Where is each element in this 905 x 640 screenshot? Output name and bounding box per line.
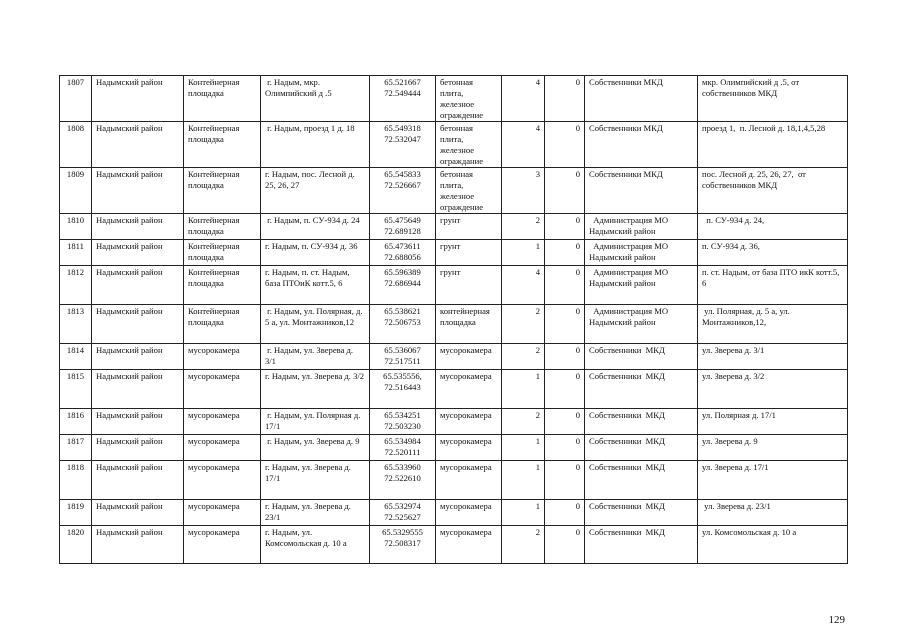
container-count-cell: 4 <box>502 122 545 168</box>
row-number: 1816 <box>60 409 92 435</box>
site-type-cell: мусорокамера <box>184 526 261 564</box>
address-cell: г. Надым, пос. Лесной д. 25, 26, 27 <box>261 168 370 214</box>
served-objects-cell: ул. Полярная, д. 5 а, ул. Монтажников,12, <box>698 305 848 344</box>
served-objects-cell: пос. Лесной д. 25, 26, 27, от собственников МКД <box>698 168 848 214</box>
address-cell: г. Надым, ул. Зверева д. 17/1 <box>261 461 370 500</box>
surface-cell: мусорокамера <box>436 344 502 370</box>
table-row <box>60 409 848 435</box>
site-type-cell: Контейнерная площадка <box>184 214 261 240</box>
served-objects-cell: проезд 1, п. Лесной д. 18,1,4,5,28 <box>698 122 848 168</box>
container-count-cell: 1 <box>502 500 545 526</box>
address-cell: г. Надым, п. СУ-934 д. 24 <box>261 214 370 240</box>
owner-cell: Собственники МКД <box>585 76 698 122</box>
district-cell: Надымский район <box>92 370 184 409</box>
row-number: 1815 <box>60 370 92 409</box>
coordinates-cell: 65.596389 72.686944 <box>370 266 436 305</box>
count-cell: 0 <box>545 305 585 344</box>
surface-cell: мусорокамера <box>436 500 502 526</box>
district-cell: Надымский район <box>92 500 184 526</box>
table-row <box>60 240 848 266</box>
row-number: 1814 <box>60 344 92 370</box>
surface-cell: мусорокамера <box>436 461 502 500</box>
row-number: 1808 <box>60 122 92 168</box>
count-cell: 0 <box>545 214 585 240</box>
coordinates-cell: 65.549318 72.532047 <box>370 122 436 168</box>
owner-cell: Собственники МКД <box>585 526 698 564</box>
district-cell: Надымский район <box>92 266 184 305</box>
table-row <box>60 526 848 564</box>
table-row <box>60 122 848 168</box>
surface-cell: грунт <box>436 266 502 305</box>
container-count-cell: 4 <box>502 266 545 305</box>
owner-cell: Собственники МКД <box>585 168 698 214</box>
served-objects-cell: ул. Зверева д. 17/1 <box>698 461 848 500</box>
surface-cell: мусорокамера <box>436 409 502 435</box>
surface-cell: грунт <box>436 214 502 240</box>
coordinates-cell: 65.536067 72.517511 <box>370 344 436 370</box>
count-cell: 0 <box>545 122 585 168</box>
row-number: 1812 <box>60 266 92 305</box>
district-cell: Надымский район <box>92 168 184 214</box>
container-count-cell: 2 <box>502 214 545 240</box>
container-count-cell: 3 <box>502 168 545 214</box>
site-type-cell: Контейнерная площадка <box>184 266 261 305</box>
surface-cell: бетонная плита, железное ограждание <box>436 122 502 168</box>
district-cell: Надымский район <box>92 526 184 564</box>
district-cell: Надымский район <box>92 122 184 168</box>
address-cell: г. Надым, ул. Зверева д. 3/1 <box>261 344 370 370</box>
container-count-cell: 2 <box>502 526 545 564</box>
owner-cell: Собственники МКД <box>585 122 698 168</box>
coordinates-cell: 65.534251 72.503230 <box>370 409 436 435</box>
site-type-cell: мусорокамера <box>184 461 261 500</box>
served-objects-cell: ул. Зверева д. 23/1 <box>698 500 848 526</box>
district-cell: Надымский район <box>92 214 184 240</box>
owner-cell: Собственники МКД <box>585 370 698 409</box>
surface-cell: мусорокамера <box>436 435 502 461</box>
coordinates-cell: 65.475649 72.689128 <box>370 214 436 240</box>
count-cell: 0 <box>545 500 585 526</box>
served-objects-cell: п. СУ-934 д. 24, <box>698 214 848 240</box>
surface-cell: бетонная плита, железное ограждение <box>436 76 502 122</box>
coordinates-cell: 65.473611 72.688056 <box>370 240 436 266</box>
coordinates-cell: 65.538621 72.506753 <box>370 305 436 344</box>
table-row <box>60 370 848 409</box>
surface-cell: контейнерная площадка <box>436 305 502 344</box>
owner-cell: Администрация МО Надымский район <box>585 240 698 266</box>
count-cell: 0 <box>545 435 585 461</box>
served-objects-cell: п. ст. Надым, от база ПТО икК котт.5, 6 <box>698 266 848 305</box>
site-type-cell: Контейнерная площадка <box>184 76 261 122</box>
owner-cell: Собственники МКД <box>585 409 698 435</box>
address-cell: г. Надым, проезд 1 д. 18 <box>261 122 370 168</box>
row-number: 1818 <box>60 461 92 500</box>
container-count-cell: 2 <box>502 305 545 344</box>
owner-cell: Собственники МКД <box>585 461 698 500</box>
table-row <box>60 500 848 526</box>
page-number: 129 <box>828 614 845 626</box>
district-cell: Надымский район <box>92 240 184 266</box>
row-number: 1820 <box>60 526 92 564</box>
served-objects-cell: мкр. Олимпийский д .5, от собственников МКД <box>698 76 848 122</box>
owner-cell: Администрация МО Надымский район <box>585 305 698 344</box>
address-cell: г. Надым, ул. Полярная д. 17/1 <box>261 409 370 435</box>
row-number: 1811 <box>60 240 92 266</box>
address-cell: г. Надым, ул. Зверева д. 3/2 <box>261 370 370 409</box>
site-type-cell: мусорокамера <box>184 435 261 461</box>
row-number: 1819 <box>60 500 92 526</box>
district-cell: Надымский район <box>92 409 184 435</box>
container-count-cell: 1 <box>502 370 545 409</box>
count-cell: 0 <box>545 409 585 435</box>
table-row <box>60 435 848 461</box>
table-row <box>60 266 848 305</box>
count-cell: 0 <box>545 526 585 564</box>
surface-cell: мусорокамера <box>436 526 502 564</box>
coordinates-cell: 65.521667 72.549444 <box>370 76 436 122</box>
served-objects-cell: ул. Зверева д. 9 <box>698 435 848 461</box>
site-type-cell: Контейнерная площадка <box>184 305 261 344</box>
registry-table <box>59 75 848 564</box>
site-type-cell: Контейнерная площадка <box>184 168 261 214</box>
served-objects-cell: п. СУ-934 д. 36, <box>698 240 848 266</box>
table-row <box>60 461 848 500</box>
count-cell: 0 <box>545 266 585 305</box>
owner-cell: Собственники МКД <box>585 344 698 370</box>
site-type-cell: Контейнерная площадка <box>184 240 261 266</box>
table-row <box>60 305 848 344</box>
address-cell: г. Надым, мкр. Олимпийский д .5 <box>261 76 370 122</box>
coordinates-cell: 65.534984 72.520111 <box>370 435 436 461</box>
container-count-cell: 1 <box>502 461 545 500</box>
owner-cell: Администрация МО Надымский район <box>585 214 698 240</box>
container-count-cell: 1 <box>502 435 545 461</box>
surface-cell: бетонная плита, железное ограждение <box>436 168 502 214</box>
district-cell: Надымский район <box>92 305 184 344</box>
address-cell: г. Надым, ул. Полярная, д. 5 а, ул. Монтажников,12 <box>261 305 370 344</box>
container-count-cell: 2 <box>502 344 545 370</box>
row-number: 1810 <box>60 214 92 240</box>
coordinates-cell: 65.535556, 72.516443 <box>370 370 436 409</box>
table-row <box>60 214 848 240</box>
site-type-cell: мусорокамера <box>184 370 261 409</box>
owner-cell: Собственники МКД <box>585 500 698 526</box>
row-number: 1817 <box>60 435 92 461</box>
container-count-cell: 4 <box>502 76 545 122</box>
count-cell: 0 <box>545 168 585 214</box>
served-objects-cell: ул. Зверева д. 3/1 <box>698 344 848 370</box>
site-type-cell: мусорокамера <box>184 344 261 370</box>
table-row <box>60 168 848 214</box>
count-cell: 0 <box>545 76 585 122</box>
row-number: 1807 <box>60 76 92 122</box>
coordinates-cell: 65.532974 72.525627 <box>370 500 436 526</box>
address-cell: г. Надым, п. СУ-934 д. 36 <box>261 240 370 266</box>
coordinates-cell: 65.545833 72.526667 <box>370 168 436 214</box>
owner-cell: Собственники МКД <box>585 435 698 461</box>
row-number: 1813 <box>60 305 92 344</box>
count-cell: 0 <box>545 461 585 500</box>
district-cell: Надымский район <box>92 435 184 461</box>
district-cell: Надымский район <box>92 76 184 122</box>
site-type-cell: мусорокамера <box>184 500 261 526</box>
served-objects-cell: ул. Полярная д. 17/1 <box>698 409 848 435</box>
count-cell: 0 <box>545 240 585 266</box>
address-cell: г. Надым, ул. Зверева д. 9 <box>261 435 370 461</box>
district-cell: Надымский район <box>92 344 184 370</box>
coordinates-cell: 65.533960 72.522610 <box>370 461 436 500</box>
coordinates-cell: 65.5329555 72.508317 <box>370 526 436 564</box>
served-objects-cell: ул. Зверева д. 3/2 <box>698 370 848 409</box>
site-type-cell: Контейнерная площадка <box>184 122 261 168</box>
surface-cell: грунт <box>436 240 502 266</box>
row-number: 1809 <box>60 168 92 214</box>
address-cell: г. Надым, п. ст. Надым, база ПТОиК котт.5, 6 <box>261 266 370 305</box>
surface-cell: мусорокамера <box>436 370 502 409</box>
owner-cell: Администрация МО Надымский район <box>585 266 698 305</box>
address-cell: г. Надым, ул. Комсомольская д. 10 а <box>261 526 370 564</box>
site-type-cell: мусорокамера <box>184 409 261 435</box>
district-cell: Надымский район <box>92 461 184 500</box>
container-count-cell: 2 <box>502 409 545 435</box>
served-objects-cell: ул. Комсомольская д. 10 а <box>698 526 848 564</box>
table-row <box>60 344 848 370</box>
address-cell: г. Надым, ул. Зверева д. 23/1 <box>261 500 370 526</box>
table-row <box>60 76 848 122</box>
container-count-cell: 1 <box>502 240 545 266</box>
count-cell: 0 <box>545 370 585 409</box>
count-cell: 0 <box>545 344 585 370</box>
